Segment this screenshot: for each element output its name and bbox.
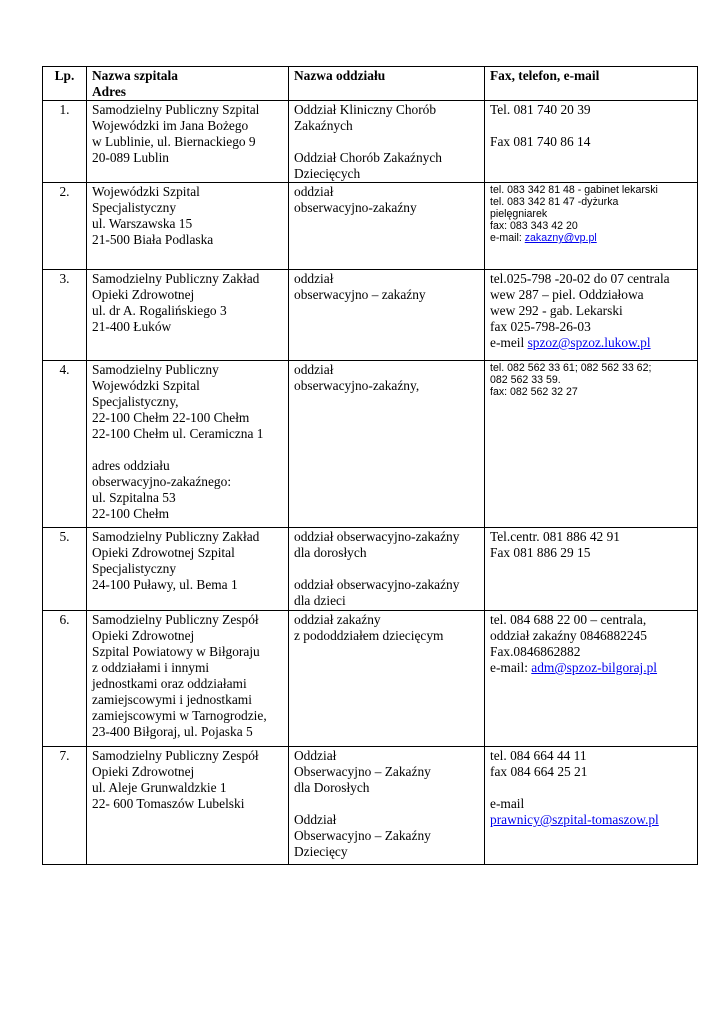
hospital-line: 22- 600 Tomaszów Lubelski [92,796,245,811]
hospital-line: Wojewódzki im Jana Bożego [92,118,249,133]
hospital-name-address [87,611,289,747]
hospital-line: w Lublinie, ul. Biernackiego 9 [92,134,256,149]
hospital-name-address [87,101,289,183]
ward-line: Oddział Chorób Zakaźnych [294,150,442,165]
email-link[interactable]: prawnicy@szpital-tomaszow.pl [490,812,659,827]
contact-line: e-mail: adm@spzoz-bilgoraj.pl [490,660,658,675]
ward-line: Dziecięcych [294,166,361,181]
hospital-line: 24-100 Puławy, ul. Bema 1 [92,577,238,592]
contact-line: Tel.centr. 081 886 42 91 [490,529,620,544]
ward-line: oddział zakaźny [294,612,381,627]
hospital-line: Opieki Zdrowotnej [92,628,195,643]
contact-line [490,780,693,796]
row-number [43,528,87,611]
contact-line [490,812,693,828]
header-address-text: Adres [92,84,126,99]
contact-line: tel. 082 562 33 61; 082 562 33 62; [490,362,652,374]
ward-line: oddział [294,362,334,377]
row-number [43,611,87,747]
contact-line: tel. 083 342 81 47 -dyżurka [490,196,619,208]
row-number [43,747,87,865]
hospital-line: Samodzielny Publiczny Zespół [92,612,259,627]
ward-line: obserwacyjno – zakaźny [294,287,426,302]
header-lp-text: Lp. [54,68,75,83]
ward-line [294,134,480,150]
table-row [43,747,698,865]
row-number [43,361,87,528]
row-number-text: 3. [59,271,70,286]
contact-line: fax 025-798-26-03 [490,319,591,334]
header-ward [289,67,485,101]
ward-line: Oddział Kliniczny Chorób [294,102,437,117]
contact-info [485,528,698,611]
contact-line: fax: 083 343 42 20 [490,220,578,232]
contact-line: Fax.0846862882 [490,644,581,659]
ward-line: dla Dorosłych [294,780,370,795]
hospital-line: adres oddziału [92,458,170,473]
hospital-line: 22-100 Chełm 22-100 Chełm [92,410,250,425]
contact-line: oddział zakaźny 0846882245 [490,628,647,643]
contact-info [485,747,698,865]
row-number [43,270,87,361]
hospital-table [42,66,698,865]
contact-line: Fax 081 886 29 15 [490,545,591,560]
hospital-name-address [87,528,289,611]
contact-line: Tel. 081 740 20 39 [490,102,591,117]
hospital-line: Samodzielny Publiczny Zespół [92,748,259,763]
hospital-line: obserwacyjno-zakaźnego: [92,474,232,489]
row-number-text: 2. [59,184,70,199]
ward-name [289,528,485,611]
hospital-line: Samodzielny Publiczny Szpital [92,102,260,117]
hospital-name-address [87,361,289,528]
ward-line: oddział obserwacyjno-zakaźny [294,529,460,544]
table-row [43,270,698,361]
row-number-text: 1. [59,102,70,117]
contact-line: fax 084 664 25 21 [490,764,588,779]
contact-line: tel. 084 664 44 11 [490,748,587,763]
ward-name [289,611,485,747]
ward-line [294,796,480,812]
row-number-text: 4. [59,362,70,377]
email-link[interactable]: zakazny@vp.pl [524,232,597,244]
hospital-line: zamiejscowymi i jednostkami [92,692,252,707]
ward-line: Obserwacyjno – Zakaźny [294,828,431,843]
row-number [43,101,87,183]
header-lp [43,67,87,101]
header-ward-text: Nazwa oddziału [294,68,386,83]
ward-line: obserwacyjno-zakaźny [294,200,417,215]
row-number-text: 5. [59,529,70,544]
row-number-text: 7. [59,748,70,763]
hospital-line: 21-500 Biała Podlaska [92,232,214,247]
header-contact [485,67,698,101]
table-row [43,611,698,747]
hospital-line: Wojewódzki Szpital [92,378,200,393]
hospital-line: Opieki Zdrowotnej Szpital [92,545,235,560]
table-row [43,528,698,611]
hospital-line: z oddziałami i innymi [92,660,210,675]
hospital-line: zamiejscowymi w Tarnogrodzie, [92,708,267,723]
contact-line: fax: 082 562 32 27 [490,386,578,398]
header-name [87,67,289,101]
contact-line: tel. 083 342 81 48 - gabinet lekarski [490,184,658,196]
contact-line: 082 562 33 59. [490,374,561,386]
email-link[interactable]: spzoz@spzoz.lukow.pl [527,335,651,350]
contact-line: wew 292 - gab. Lekarski [490,303,623,318]
ward-name [289,270,485,361]
contact-line [490,118,693,134]
contact-line: e-meil spzoz@spzoz.lukow.pl [490,335,651,350]
contact-line: Fax 081 740 86 14 [490,134,591,149]
hospital-line: Opieki Zdrowotnej [92,764,195,779]
hospital-line: Specjalistyczny [92,200,177,215]
ward-line: Oddział [294,748,337,763]
header-name-text: Nazwa szpitala [92,68,178,83]
ward-line: oddział obserwacyjno-zakaźny [294,577,460,592]
ward-line: Oddział [294,812,337,827]
contact-info [485,270,698,361]
contact-info [485,611,698,747]
header-row [43,67,698,101]
contact-line: pielęgniarek [490,208,548,220]
hospital-line: Samodzielny Publiczny Zakład [92,271,260,286]
table-row [43,361,698,528]
hospital-line: 22-100 Chełm ul. Ceramiczna 1 [92,426,264,441]
hospital-line: jednostkami oraz oddziałami [92,676,247,691]
ward-name [289,183,485,270]
contact-line: tel.025-798 -20-02 do 07 centrala [490,271,670,286]
hospital-line: Specjalistyczny, [92,394,179,409]
contact-info [485,183,698,270]
hospital-name-address [87,270,289,361]
ward-line [294,561,480,577]
ward-line: Dziecięcy [294,844,348,859]
hospital-name-address [87,747,289,865]
hospital-line: 23-400 Biłgoraj, ul. Pojaska 5 [92,724,253,739]
ward-name [289,101,485,183]
ward-line: dla dzieci [294,593,346,608]
hospital-line: ul. Warszawska 15 [92,216,193,231]
contact-info [485,361,698,528]
hospital-line: Specjalistyczny [92,561,177,576]
contact-line: e-mail [490,796,525,811]
ward-line: Zakaźnych [294,118,353,133]
hospital-line: 22-100 Chełm [92,506,169,521]
row-number [43,183,87,270]
email-link[interactable]: adm@spzoz-bilgoraj.pl [531,660,658,675]
ward-line: dla dorosłych [294,545,367,560]
ward-line: Obserwacyjno – Zakaźny [294,764,431,779]
hospital-line: 21-400 Łuków [92,319,172,334]
ward-line: obserwacyjno-zakaźny, [294,378,420,393]
hospital-line: ul. dr A. Rogalińskiego 3 [92,303,227,318]
hospital-line: ul. Szpitalna 53 [92,490,176,505]
hospital-line: Opieki Zdrowotnej [92,287,195,302]
row-number-text: 6. [59,612,70,627]
ward-line: z pododdziałem dziecięcym [294,628,444,643]
contact-line: wew 287 – piel. Oddziałowa [490,287,644,302]
ward-name [289,361,485,528]
hospital-line: Wojewódzki Szpital [92,184,200,199]
contact-line: tel. 084 688 22 00 – centrala, [490,612,647,627]
header-contact-text: Fax, telefon, e-mail [490,68,600,83]
contact-line: e-mail: zakazny@vp.pl [490,232,597,244]
ward-name [289,747,485,865]
hospital-name-address [87,183,289,270]
contact-info [485,101,698,183]
hospital-line [92,442,284,458]
table-row [43,183,698,270]
table-row [43,101,698,183]
hospital-line: Samodzielny Publiczny [92,362,219,377]
ward-line: oddział [294,271,334,286]
hospital-line: Samodzielny Publiczny Zakład [92,529,260,544]
hospital-line: ul. Aleje Grunwaldzkie 1 [92,780,227,795]
hospital-line: Szpital Powiatowy w Biłgoraju [92,644,260,659]
hospital-line: 20-089 Lublin [92,150,169,165]
ward-line: oddział [294,184,334,199]
